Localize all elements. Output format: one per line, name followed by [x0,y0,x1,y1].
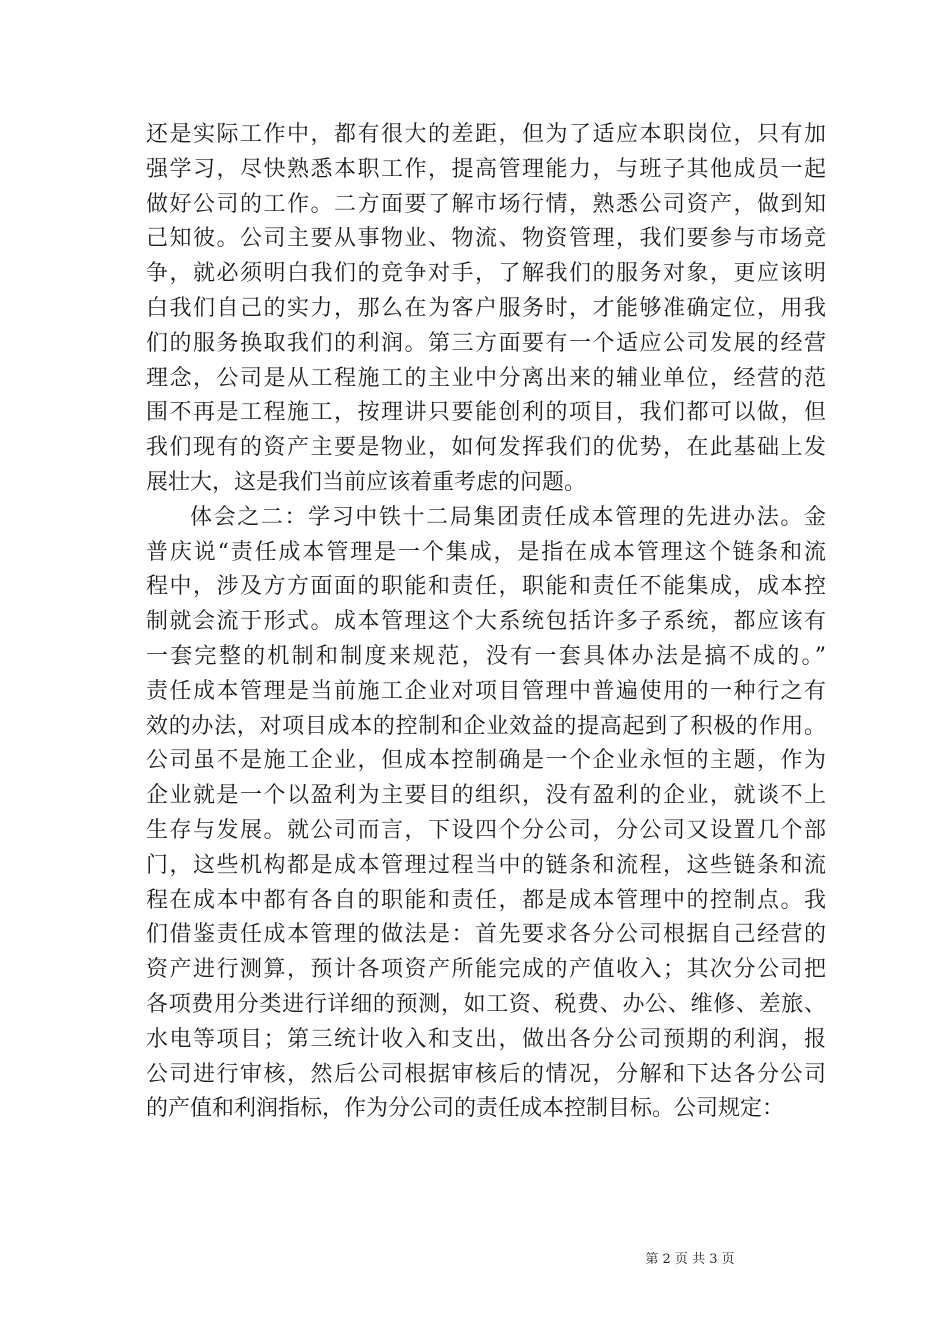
text-line: 程中，涉及方方面面的职能和责任，职能和责任不能集成，成本控 [146,574,826,600]
text-line: 争，就必须明白我们的竞争对手，了解我们的服务对象，更应该明 [146,261,826,287]
text-line: 展壮大，这是我们当前应该着重考虑的问题。 [146,469,587,495]
text-line: 体会之二：学习中铁十二局集团责任成本管理的先进办法。金 [190,504,826,530]
text-line: 资产进行测算，预计各项资产所能完成的产值收入；其次分公司把 [146,957,826,983]
text-line: 们的服务换取我们的利润。第三方面要有一个适应公司发展的经营 [146,330,826,356]
text-line: 企业就是一个以盈利为主要目的组织，没有盈利的企业，就谈不上 [146,783,826,809]
page-footer [0,1248,950,1267]
text-line: 理念，公司是从工程施工的主业中分离出来的辅业单位，经营的范 [146,365,826,391]
page-number-label: 第 2 页 共 3 页 [645,1252,735,1267]
text-line: 们借鉴责任成本管理的做法是：首先要求各分公司根据自己经营的 [146,922,826,948]
text-line: 效的办法，对项目成本的控制和企业效益的提高起到了积极的作用。 [146,713,826,739]
text-line: 水电等项目；第三统计收入和支出，做出各分公司预期的利润，报 [146,1026,826,1052]
text-line: 我们现有的资产主要是物业，如何发挥我们的优势，在此基础上发 [146,435,826,461]
text-line: 一套完整的机制和制度来规范，没有一套具体办法是搞不成的。” [146,643,826,669]
text-line: 还是实际工作中，都有很大的差距，但为了适应本职岗位，只有加 [146,122,826,147]
text-line: 公司进行审核，然后公司根据审核后的情况，分解和下达各分公司 [146,1061,826,1087]
text-line: 责任成本管理是当前施工企业对项目管理中普遍使用的一种行之有 [146,678,826,704]
text-line: 各项费用分类进行详细的预测，如工资、税费、办公、维修、差旅、 [146,991,826,1017]
text-line: 强学习，尽快熟悉本职工作，提高管理能力，与班子其他成员一起 [146,156,826,182]
text-line: 生存与发展。就公司而言，下设四个分公司，分公司又设置几个部 [146,817,826,843]
text-line: 公司虽不是施工企业，但成本控制确是一个企业永恒的主题，作为 [146,748,826,774]
text-line: 制就会流于形式。成本管理这个大系统包括许多子系统，都应该有 [146,609,826,635]
text-line: 普庆说“责任成本管理是一个集成，是指在成本管理这个链条和流 [146,539,826,565]
text-line: 做好公司的工作。二方面要了解市场行情，熟悉公司资产，做到知 [146,191,826,217]
body-text [146,118,826,1127]
text-line: 己知彼。公司主要从事物业、物流、物资管理，我们要参与市场竞 [146,226,826,252]
text-line: 程在成本中都有各自的职能和责任，都是成本管理中的控制点。我 [146,887,826,913]
text-line: 的产值和利润指标，作为分公司的责任成本控制目标。公司规定： [146,1096,785,1122]
text-line: 白我们自己的实力，那么在为客户服务时，才能够准确定位，用我 [146,295,826,321]
text-line: 门，这些机构都是成本管理过程当中的链条和流程，这些链条和流 [146,852,826,878]
text-line: 围不再是工程施工，按理讲只要能创利的项目，我们都可以做，但 [146,400,826,426]
